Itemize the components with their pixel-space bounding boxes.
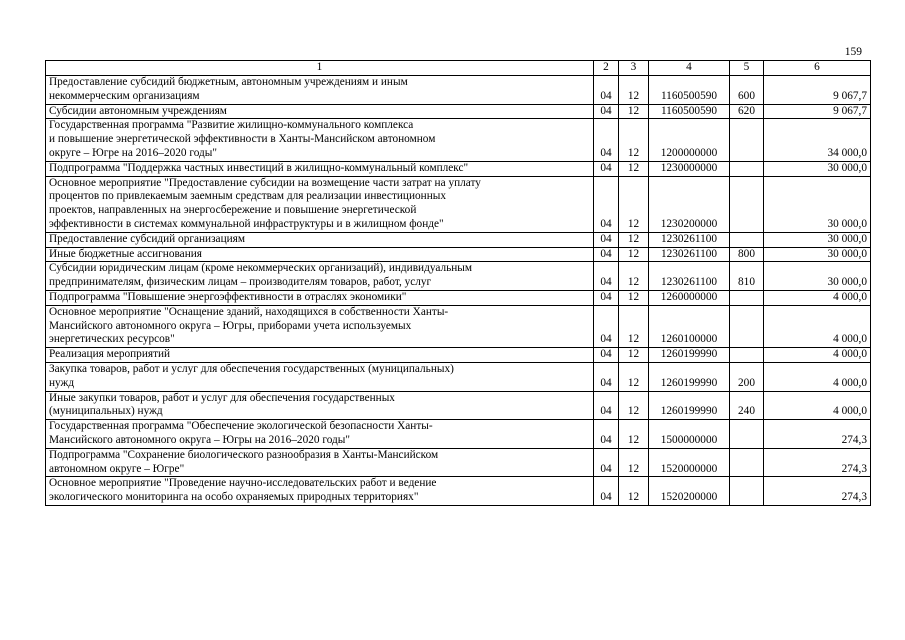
row-expense-type bbox=[730, 477, 764, 506]
row-expense-type: 200 bbox=[730, 362, 764, 391]
row-expense-type bbox=[730, 119, 764, 161]
row-name: Предоставление субсидий бюджетным, автономным учреждениям и иным некоммерческим организациям bbox=[46, 76, 594, 105]
row-expense-type bbox=[730, 305, 764, 347]
row-amount: 9 067,7 bbox=[764, 76, 871, 105]
table-row bbox=[46, 448, 871, 477]
row-name: Подпрограмма "Повышение энергоэффективности в отраслях экономики" bbox=[46, 290, 594, 305]
row-subsection: 12 bbox=[619, 76, 649, 105]
row-section: 04 bbox=[594, 176, 619, 232]
row-amount: 30 000,0 bbox=[764, 161, 871, 176]
row-amount: 274,3 bbox=[764, 477, 871, 506]
row-amount: 30 000,0 bbox=[764, 247, 871, 262]
row-subsection: 12 bbox=[619, 362, 649, 391]
row-subsection: 12 bbox=[619, 448, 649, 477]
row-amount: 274,3 bbox=[764, 420, 871, 449]
row-section: 04 bbox=[594, 119, 619, 161]
row-name: Реализация мероприятий bbox=[46, 348, 594, 363]
row-expense-type bbox=[730, 176, 764, 232]
row-name: Субсидии юридическим лицам (кроме некоммерческих организаций), индивидуальным предпринимателям, физическим лицам – производителям товаров, работ, услуг bbox=[46, 262, 594, 291]
row-name: Основное мероприятие "Оснащение зданий, находящихся в собственности Ханты- Мансийского автономного округа – Югры, приборами учета используемых энергетических ресурсов" bbox=[46, 305, 594, 347]
row-subsection: 12 bbox=[619, 232, 649, 247]
table-row bbox=[46, 232, 871, 247]
row-subsection: 12 bbox=[619, 247, 649, 262]
table-row bbox=[46, 348, 871, 363]
table-row bbox=[46, 119, 871, 161]
row-amount: 4 000,0 bbox=[764, 290, 871, 305]
row-target-code: 1260199990 bbox=[649, 348, 730, 363]
row-subsection: 12 bbox=[619, 348, 649, 363]
row-amount: 4 000,0 bbox=[764, 362, 871, 391]
table-row bbox=[46, 161, 871, 176]
row-expense-type bbox=[730, 290, 764, 305]
row-name: Государственная программа "Обеспечение экологической безопасности Ханты- Мансийского автономного округа – Югры на 2016–2020 годы" bbox=[46, 420, 594, 449]
row-section: 04 bbox=[594, 448, 619, 477]
row-subsection: 12 bbox=[619, 119, 649, 161]
header-col-6: 6 bbox=[764, 61, 871, 76]
table-row bbox=[46, 305, 871, 347]
row-target-code: 1230261100 bbox=[649, 232, 730, 247]
row-expense-type: 240 bbox=[730, 391, 764, 420]
table-row bbox=[46, 104, 871, 119]
row-amount: 4 000,0 bbox=[764, 305, 871, 347]
row-target-code: 1160500590 bbox=[649, 104, 730, 119]
row-section: 04 bbox=[594, 161, 619, 176]
row-expense-type bbox=[730, 420, 764, 449]
row-name: Подпрограмма "Сохранение биологического разнообразия в Ханты-Мансийском автономном округе – Югре" bbox=[46, 448, 594, 477]
row-name: Основное мероприятие "Предоставление субсидии на возмещение части затрат на уплату процентов по привлекаемым заемным средствам для реализации инвестиционных проектов, направленных на энергосбережение и повышение энергетической эффективности в системах коммунальной инфраструктуры и в жилищном фонде" bbox=[46, 176, 594, 232]
row-target-code: 1520200000 bbox=[649, 477, 730, 506]
row-section: 04 bbox=[594, 348, 619, 363]
row-section: 04 bbox=[594, 290, 619, 305]
table-row bbox=[46, 290, 871, 305]
row-subsection: 12 bbox=[619, 290, 649, 305]
row-name: Основное мероприятие "Проведение научно-исследовательских работ и ведение экологического мониторинга на особо охраняемых природных территориях" bbox=[46, 477, 594, 506]
row-subsection: 12 bbox=[619, 305, 649, 347]
page-number: 159 bbox=[844, 46, 862, 58]
row-target-code: 1260199990 bbox=[649, 362, 730, 391]
header-col-3: 3 bbox=[619, 61, 649, 76]
table-row bbox=[46, 176, 871, 232]
header-col-1: 1 bbox=[46, 61, 594, 76]
row-target-code: 1200000000 bbox=[649, 119, 730, 161]
row-section: 04 bbox=[594, 76, 619, 105]
table-row bbox=[46, 362, 871, 391]
table-header-row bbox=[46, 61, 871, 76]
row-name: Субсидии автономным учреждениям bbox=[46, 104, 594, 119]
row-amount: 30 000,0 bbox=[764, 262, 871, 291]
row-subsection: 12 bbox=[619, 477, 649, 506]
row-name: Подпрограмма "Поддержка частных инвестиций в жилищно-коммунальный комплекс" bbox=[46, 161, 594, 176]
header-col-5: 5 bbox=[730, 61, 764, 76]
row-amount: 30 000,0 bbox=[764, 176, 871, 232]
table-row bbox=[46, 391, 871, 420]
table-row bbox=[46, 477, 871, 506]
row-subsection: 12 bbox=[619, 104, 649, 119]
row-section: 04 bbox=[594, 262, 619, 291]
row-name: Закупка товаров, работ и услуг для обеспечения государственных (муниципальных) нужд bbox=[46, 362, 594, 391]
row-name: Государственная программа "Развитие жилищно-коммунального комплекса и повышение энергетической эффективности в Ханты-Мансийском автономном округе – Югре на 2016–2020 годы" bbox=[46, 119, 594, 161]
row-name: Иные бюджетные ассигнования bbox=[46, 247, 594, 262]
row-expense-type bbox=[730, 161, 764, 176]
row-subsection: 12 bbox=[619, 262, 649, 291]
row-target-code: 1520000000 bbox=[649, 448, 730, 477]
row-subsection: 12 bbox=[619, 391, 649, 420]
row-expense-type bbox=[730, 448, 764, 477]
row-amount: 4 000,0 bbox=[764, 348, 871, 363]
row-section: 04 bbox=[594, 362, 619, 391]
row-expense-type bbox=[730, 348, 764, 363]
row-name: Иные закупки товаров, работ и услуг для обеспечения государственных (муниципальных) нужд bbox=[46, 391, 594, 420]
row-target-code: 1260000000 bbox=[649, 290, 730, 305]
row-expense-type: 620 bbox=[730, 104, 764, 119]
table-row bbox=[46, 247, 871, 262]
row-subsection: 12 bbox=[619, 420, 649, 449]
header-col-4: 4 bbox=[649, 61, 730, 76]
row-target-code: 1230000000 bbox=[649, 161, 730, 176]
row-amount: 4 000,0 bbox=[764, 391, 871, 420]
header-col-2: 2 bbox=[594, 61, 619, 76]
table-row bbox=[46, 76, 871, 105]
row-target-code: 1160500590 bbox=[649, 76, 730, 105]
row-section: 04 bbox=[594, 477, 619, 506]
row-target-code: 1230200000 bbox=[649, 176, 730, 232]
row-amount: 9 067,7 bbox=[764, 104, 871, 119]
row-name: Предоставление субсидий организациям bbox=[46, 232, 594, 247]
row-target-code: 1230261100 bbox=[649, 247, 730, 262]
row-subsection: 12 bbox=[619, 161, 649, 176]
row-expense-type bbox=[730, 232, 764, 247]
row-target-code: 1500000000 bbox=[649, 420, 730, 449]
row-amount: 274,3 bbox=[764, 448, 871, 477]
row-target-code: 1230261100 bbox=[649, 262, 730, 291]
row-section: 04 bbox=[594, 305, 619, 347]
row-expense-type: 600 bbox=[730, 76, 764, 105]
table-row bbox=[46, 262, 871, 291]
row-section: 04 bbox=[594, 232, 619, 247]
row-amount: 30 000,0 bbox=[764, 232, 871, 247]
row-section: 04 bbox=[594, 420, 619, 449]
row-section: 04 bbox=[594, 391, 619, 420]
row-subsection: 12 bbox=[619, 176, 649, 232]
row-expense-type: 810 bbox=[730, 262, 764, 291]
row-target-code: 1260199990 bbox=[649, 391, 730, 420]
budget-table bbox=[45, 60, 871, 506]
row-target-code: 1260100000 bbox=[649, 305, 730, 347]
row-section: 04 bbox=[594, 104, 619, 119]
row-expense-type: 800 bbox=[730, 247, 764, 262]
row-amount: 34 000,0 bbox=[764, 119, 871, 161]
table-row bbox=[46, 420, 871, 449]
row-section: 04 bbox=[594, 247, 619, 262]
